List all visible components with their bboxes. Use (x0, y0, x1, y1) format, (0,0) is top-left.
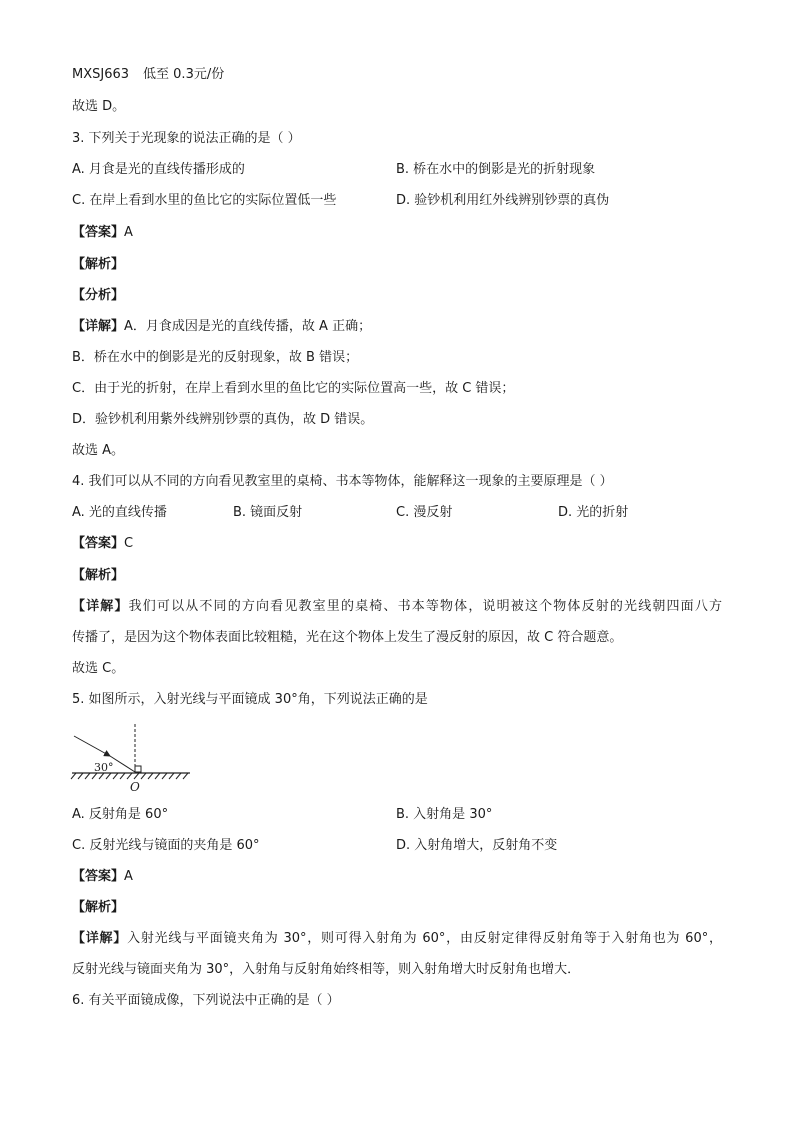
q3-detail-2: B．桥在水中的倒影是光的反射现象，故 B 错误； (72, 350, 359, 365)
q4-option-b: B. 镜面反射 (233, 505, 303, 520)
incident-ray (74, 736, 110, 756)
q4-answer-value: C (124, 536, 134, 551)
q5-answer: 【答案】A (72, 869, 133, 884)
q5-option-a: A. 反射角是 60° (72, 807, 169, 822)
q3-detail-tag: 【详解】 (72, 319, 125, 334)
q3-answer (72, 224, 133, 242)
q3-select: 故选 A。 (72, 443, 125, 458)
q3-detail-3: C．由于光的折射，在岸上看到水里的鱼比它的实际位置高一些，故 C 错误； (72, 381, 515, 396)
q5-option-c: C. 反射光线与镜面的夹角是 60° (72, 838, 260, 853)
mirror-hatching (71, 773, 188, 779)
q5-detail-1: 【详解】入射光线与平面镜夹角为 30°，则可得入射角为 60°，由反射定律得反射角等于入射角也为 60°， (72, 931, 722, 946)
header-price: 低至 0.3元/份 (143, 67, 225, 82)
q4-option-d: D. 光的折射 (558, 505, 629, 520)
q3-fenxi-tag: 【分析】 (72, 288, 125, 303)
q3-analysis-tag: 【解析】 (72, 257, 125, 272)
q5-answer-value: A (124, 869, 133, 884)
incident-ray-tail (110, 756, 135, 772)
q4-answer: 【答案】C (72, 536, 134, 551)
q3-option-b: B. 桥在水中的倒影是光的折射现象 (396, 162, 596, 177)
q5-stem: 5. 如图所示，入射光线与平面镜成 30°角，下列说法正确的是 (72, 692, 428, 707)
q4-detail-1: 【详解】我们可以从不同的方向看见教室里的桌椅、书本等物体，说明被这个物体反射的光线朝四面八方 (72, 599, 722, 614)
q5-option-b: B. 入射角是 30° (396, 807, 493, 822)
header-line (72, 66, 224, 84)
q5-option-d: D. 入射角增大，反射角不变 (396, 838, 558, 853)
reflection-figure (70, 722, 195, 794)
right-angle-mark (135, 766, 141, 772)
q4-option-c: C. 漫反射 (396, 505, 453, 520)
q5-analysis-tag: 【解析】 (72, 900, 125, 915)
q3-answer-value: A (124, 225, 133, 240)
q3-answer-tag: 【答案】 (72, 225, 125, 240)
q4-detail-2: 传播了，是因为这个物体表面比较粗糙，光在这个物体上发生了漫反射的原因，故 C 符合题意。 (72, 630, 623, 645)
q3-stem: 3. 下列关于光现象的说法正确的是（ ） (72, 131, 301, 146)
q4-select: 故选 C。 (72, 661, 125, 676)
q3-option-d: D. 验钞机利用红外线辨别钞票的真伪 (396, 193, 610, 208)
prev-select: 故选 D。 (72, 99, 126, 114)
q5-detail-2: 反射光线与镜面夹角为 30°，入射角与反射角始终相等，则入射角增大时反射角也增大． (72, 962, 581, 977)
q4-analysis-tag: 【解析】 (72, 568, 125, 583)
header-code: MXSJ663 (72, 67, 130, 82)
q3-option-a: A. 月食是光的直线传播形成的 (72, 162, 245, 177)
q6-stem: 6. 有关平面镜成像，下列说法中正确的是（ ） (72, 993, 340, 1008)
q3-detail-1: 【详解】A．月食成因是光的直线传播，故 A 正确； (72, 319, 372, 334)
point-label: O (130, 780, 140, 794)
angle-label: 30° (94, 761, 114, 774)
q4-stem: 4. 我们可以从不同的方向看见教室里的桌椅、书本等物体，能解释这一现象的主要原理是（ ） (72, 474, 613, 489)
q4-option-a: A. 光的直线传播 (72, 505, 167, 520)
q3-option-c: C. 在岸上看到水里的鱼比它的实际位置低一些 (72, 193, 337, 208)
q3-detail-4: D．验钞机利用紫外线辨别钞票的真伪，故 D 错误。 (72, 412, 374, 427)
